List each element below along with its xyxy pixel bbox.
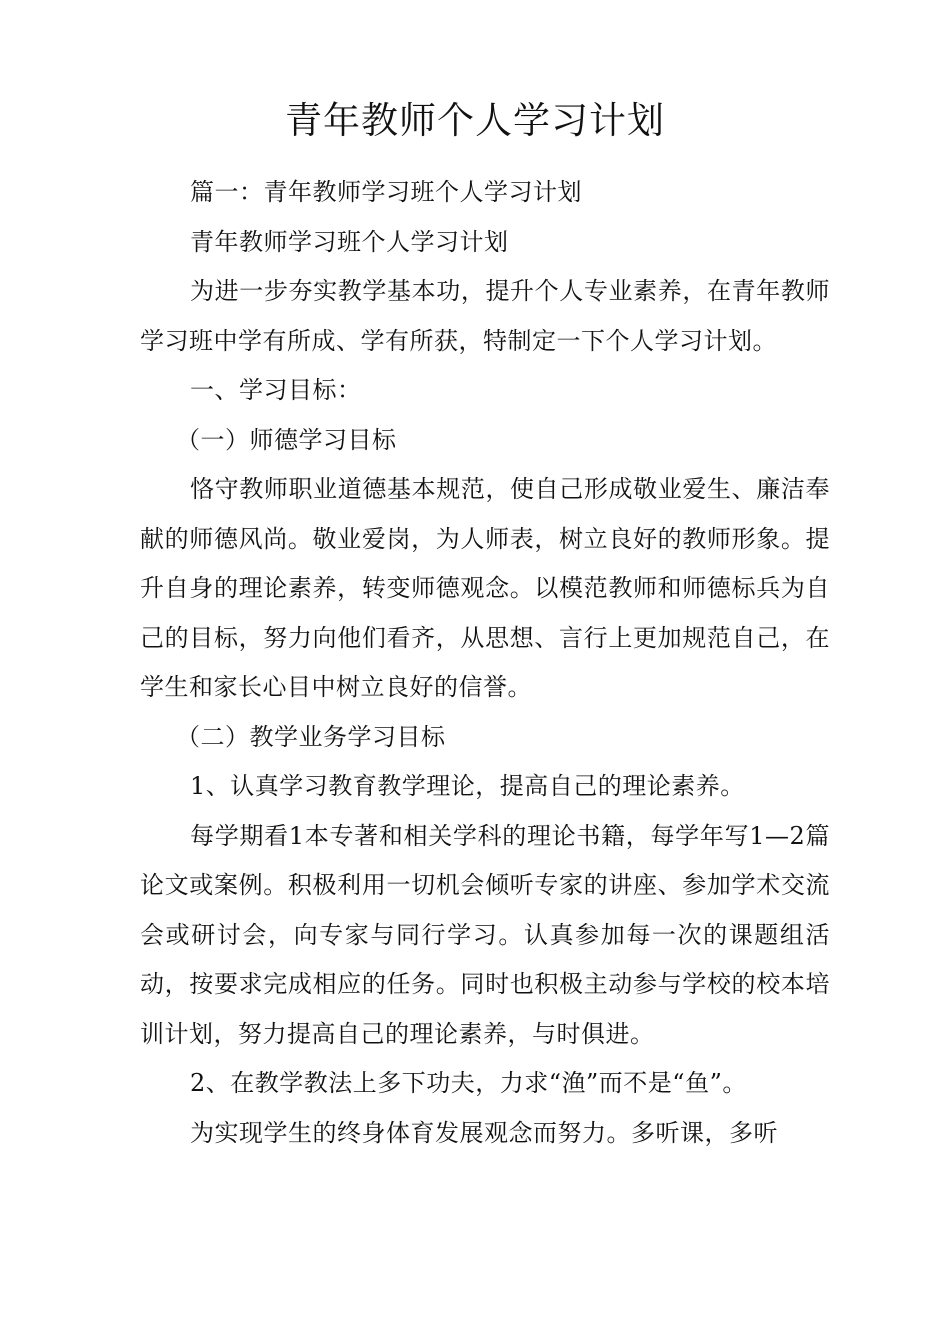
- item-2-heading: 2、在教学教法上多下功夫，力求“渔”而不是“鱼”。: [190, 1069, 747, 1097]
- subtitle: 青年教师学习班个人学习计划: [190, 227, 509, 256]
- intro-paragraph: 为进一步夯实教学基本功，提升个人专业素养，在青年教师学习班中学有所成、学有所获，特制定一下个人学习计划。: [140, 277, 830, 355]
- subsection-heading-teaching: （二）教学业务学习目标: [176, 722, 446, 751]
- section-heading: 篇一：青年教师学习班个人学习计划: [190, 178, 582, 206]
- document-title: 青年教师个人学习计划: [285, 99, 665, 142]
- item-1-heading: 1、认真学习教育教学理论，提高自己的理论素养。: [190, 772, 745, 800]
- ethics-paragraph: 恪守教师职业道德基本规范，使自己形成敬业爱生、廉洁奉献的师德风尚。敬业爱岗，为人师表，树立良好的教师形象。提升自身的理论素养，转变师德观念。以模范教师和师德标兵为自己的目标，努力向他们看齐，从思想、言行上更加规范自己，在学生和家长心目中树立良好的信誉。: [140, 475, 830, 701]
- section-heading-goals: 一、学习目标：: [190, 376, 362, 404]
- subsection-heading-ethics: （一）师德学习目标: [176, 425, 397, 454]
- item-1-paragraph: 每学期看1本专著和相关学科的理论书籍，每学年写1—2篇论文或案例。积极利用一切机会倾听专家的讲座、参加学术交流会或研讨会，向专家与同行学习。认真参加每一次的课题组活动，按要求完成相应的任务。同时也积极主动参与学校的校本培训计划，努力提高自己的理论素养，与时俱进。: [140, 821, 830, 1048]
- document-body: [140, 168, 830, 1158]
- item-2-paragraph: 为实现学生的终身体育发展观念而努力。多听课，多听: [190, 1118, 778, 1147]
